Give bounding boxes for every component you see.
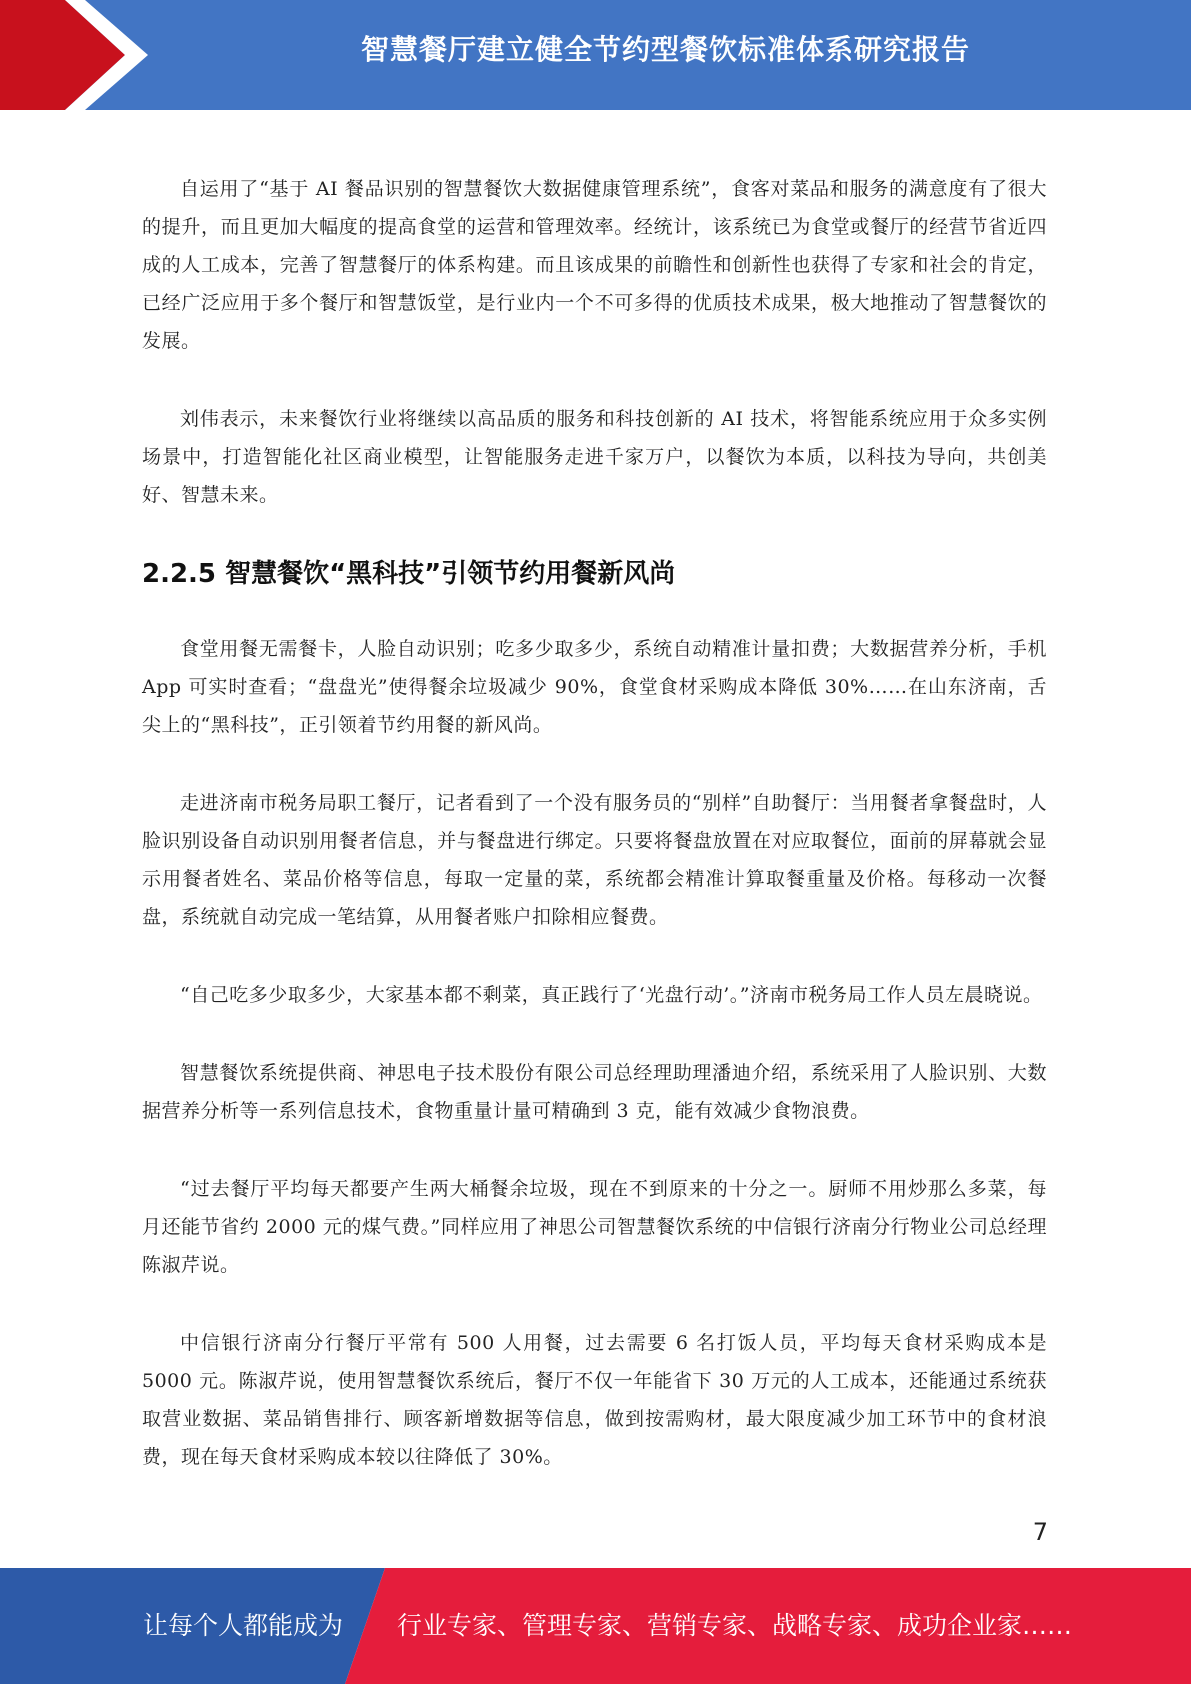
paragraph: 走进济南市税务局职工餐厅，记者看到了一个没有服务员的“别样”自助餐厅：当用餐者拿餐盘时，人脸识别设备自动识别用餐者信息，并与餐盘进行绑定。只要将餐盘放置在对应取餐位，面前的屏幕就会显示用餐者姓名、菜品价格等信息，每取一定量的菜，系统都会精准计算取餐重量及价格。每移动一次餐盘，系统就自动完成一笔结算，从用餐者账户扣除相应餐费。 — [142, 792, 1047, 928]
header-title: 智慧餐厅建立健全节约型餐饮标准体系研究报告 — [360, 33, 970, 66]
paragraph: “过去餐厅平均每天都要产生两大桶餐余垃圾，现在不到原来的十分之一。厨师不用炒那么多菜，每月还能节省约 2000 元的煤气费。”同样应用了神思公司智慧餐饮系统的中信银行济南分行物业公司总经理陈淑芹说。 — [142, 1178, 1047, 1276]
paragraph: 自运用了“基于 AI 餐品识别的智慧餐饮大数据健康管理系统”，食客对菜品和服务的满意度有了很大的提升，而且更加大幅度的提高食堂的运营和管理效率。经统计，该系统已为食堂或餐厅的经营节省近四成的人工成本，完善了智慧餐厅的体系构建。而且该成果的前瞻性和创新性也获得了专家和社会的肯定，已经广泛应用于多个餐厅和智慧饭堂，是行业内一个不可多得的优质技术成果，极大地推动了智慧餐饮的发展。 — [142, 178, 1047, 352]
section-heading: 2.2.5 智慧餐饮“黑科技”引领节约用餐新风尚 — [142, 559, 676, 589]
paragraph: 刘伟表示，未来餐饮行业将继续以高品质的服务和科技创新的 AI 技术，将智能系统应用于众多实例场景中，打造智能化社区商业模型，让智能服务走进千家万户，以餐饮为本质，以科技为导向，共创美好、智慧未来。 — [142, 408, 1047, 506]
paragraph: 食堂用餐无需餐卡，人脸自动识别；吃多少取多少，系统自动精准计量扣费；大数据营养分析，手机 App 可实时查看；“盘盘光”使得餐余垃圾减少 90%，食堂食材采购成本降低 30%……在山东济南，舌尖上的“黑科技”，正引领着节约用餐的新风尚。 — [142, 638, 1047, 736]
footer-slogan-right: 行业专家、管理专家、营销专家、战略专家、成功企业家…… — [397, 1611, 1073, 1640]
paragraph: 智慧餐饮系统提供商、神思电子技术股份有限公司总经理助理潘迪介绍，系统采用了人脸识别、大数据营养分析等一系列信息技术，食物重量计量可精确到 3 克，能有效减少食物浪费。 — [142, 1062, 1047, 1122]
footer-slogan-left: 让每个人都能成为 — [143, 1611, 344, 1640]
paragraph: “自己吃多少取多少，大家基本都不剩菜，真正践行了‘光盘行动’。”济南市税务局工作人员左晨晓说。 — [180, 984, 1043, 1006]
document-body — [142, 170, 1047, 1516]
paragraph: 中信银行济南分行餐厅平常有 500 人用餐，过去需要 6 名打饭人员，平均每天食材采购成本是 5000 元。陈淑芹说，使用智慧餐饮系统后，餐厅不仅一年能省下 30 万元的人工成本，还能通过系统获取营业数据、菜品销售排行、顾客新增数据等信息，做到按需购材，最大限度减少加工环节中的食材浪费，现在每天食材采购成本较以往降低了 30%。 — [142, 1332, 1047, 1468]
header-red-chevron — [0, 0, 125, 110]
page-number: 7 — [1032, 1518, 1048, 1546]
page-header — [0, 0, 1191, 110]
page-footer — [0, 1568, 1191, 1684]
